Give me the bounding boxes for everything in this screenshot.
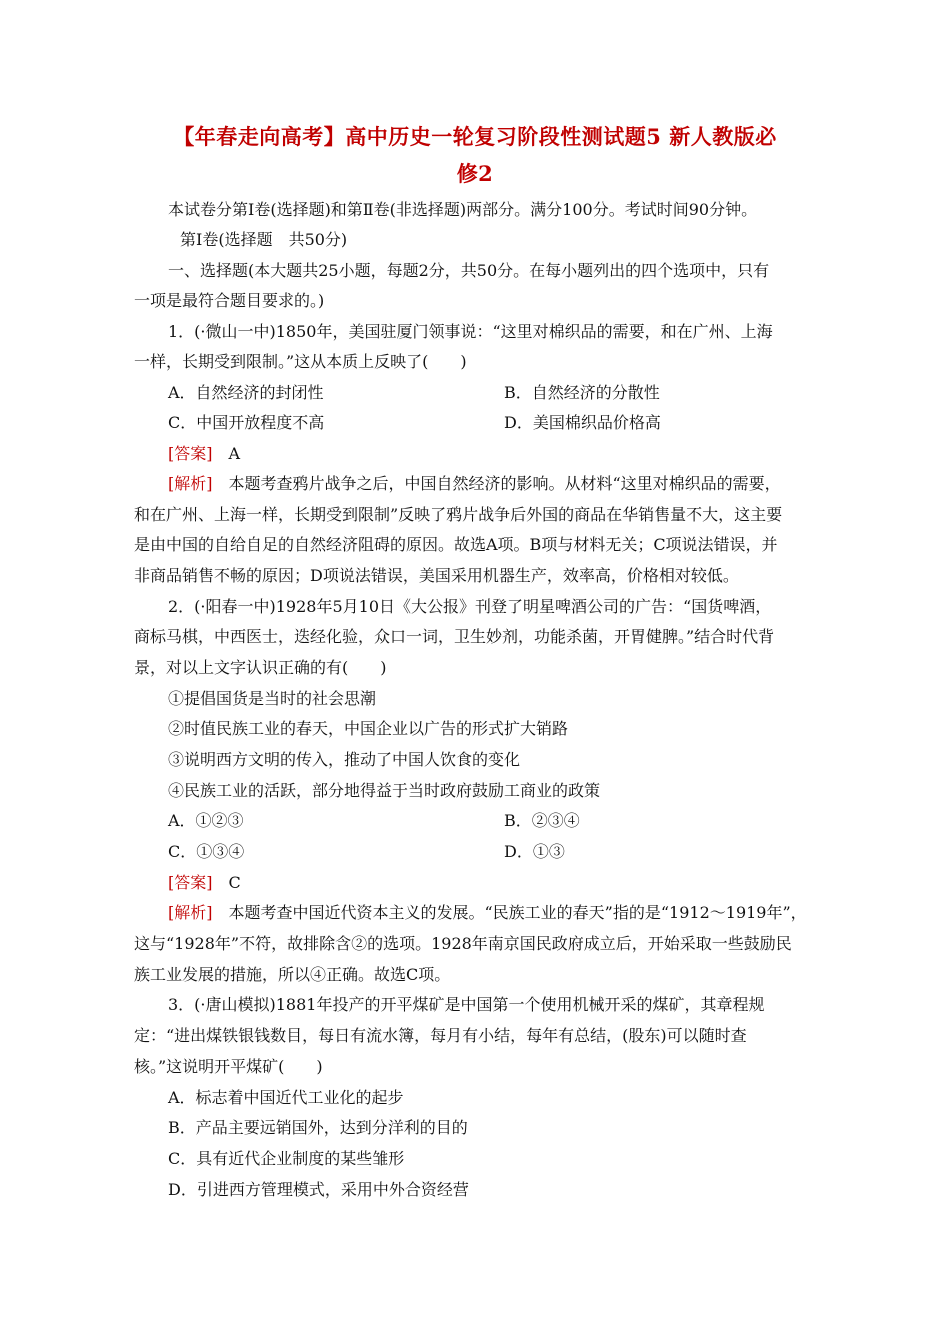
q1-option-d: D．美国棉织品价格高 (504, 413, 661, 432)
q3-option-d: D．引进西方管理模式，采用中外合资经营 (168, 1180, 469, 1199)
instructions-line2: 一项是最符合题目要求的。) (134, 291, 325, 310)
analysis-text: 本题考查中国近代资本主义的发展。“民族工业的春天”指的是“1912～1919年”， (212, 903, 807, 922)
document-title-line2: 修2 (456, 161, 494, 186)
analysis-tag: [解析] (168, 903, 213, 922)
q2-analysis-line1 (168, 903, 807, 923)
q3-option-a: A．标志着中国近代工业化的起步 (168, 1088, 404, 1107)
answer-value: A (212, 444, 241, 463)
q2-statement-1: ①提倡国货是当时的社会思潮 (168, 689, 377, 708)
q1-analysis-line4: 非商品销售不畅的原因；D项说法错误，美国采用机器生产，效率高，价格相对较低。 (134, 566, 739, 585)
q1-analysis-line2: 和在广州、上海一样，长期受到限制”反映了鸦片战争后外国的商品在华销售量不大，这主要 (134, 505, 783, 524)
q2-stem-line3: 景，对以上文字认识正确的有( ) (134, 658, 387, 677)
q1-option-c: C．中国开放程度不高 (168, 413, 325, 432)
q2-answer (168, 873, 241, 893)
q2-statement-4: ④民族工业的活跃，部分地得益于当时政府鼓励工商业的政策 (168, 781, 601, 800)
q1-option-b: B．自然经济的分散性 (504, 383, 660, 402)
q1-analysis-line1 (168, 474, 781, 494)
q2-option-c: C．①③④ (168, 842, 245, 861)
q1-analysis-line3: 是由中国的自给自足的自然经济阻碍的原因。故选A项。B项与材料无关；C项说法错误，并 (134, 535, 778, 554)
intro-text: 本试卷分第Ⅰ卷(选择题)和第Ⅱ卷(非选择题)两部分。满分100分。考试时间90分钟。 (168, 200, 758, 219)
section-heading: 第Ⅰ卷(选择题 共50分) (180, 230, 348, 249)
analysis-text: 本题考查鸦片战争之后，中国自然经济的影响。从材料“这里对棉织品的需要， (212, 474, 781, 493)
q2-option-a: A．①②③ (168, 811, 244, 830)
q3-stem-line2: 定：“进出煤铁银钱数目，每日有流水簿，每月有小结，每年有总结，(股东)可以随时查 (134, 1026, 747, 1045)
answer-tag: [答案] (168, 444, 213, 463)
answer-tag: [答案] (168, 873, 213, 892)
q1-stem-line2: 一样，长期受到限制。”这从本质上反映了( ) (134, 352, 467, 371)
q2-analysis-line2: 这与“1928年”不符，故排除含②的选项。1928年南京国民政府成立后，开始采取一些鼓励民 (134, 934, 792, 953)
q1-option-a: A．自然经济的封闭性 (168, 383, 324, 402)
q3-stem-line3: 核。”这说明开平煤矿( ) (134, 1057, 323, 1076)
analysis-tag: [解析] (168, 474, 213, 493)
q1-stem-line1: 1．(·微山一中)1850年，美国驻厦门领事说：“这里对棉织品的需要，和在广州、上海 (168, 322, 773, 341)
q3-option-c: C．具有近代企业制度的某些雏形 (168, 1149, 405, 1168)
document-title-line1: 【年春走向高考】高中历史一轮复习阶段性测试题5 新人教版必 (173, 124, 777, 149)
q2-statement-2: ②时值民族工业的春天，中国企业以广告的形式扩大销路 (168, 719, 569, 738)
q3-stem-line1: 3．(·唐山模拟)1881年投产的开平煤矿是中国第一个使用机械开采的煤矿，其章程规 (168, 995, 765, 1014)
answer-value: C (212, 873, 241, 892)
q2-stem-line1: 2．(·阳春一中)1928年5月10日《大公报》刊登了明星啤酒公司的广告：“国货啤酒， (168, 597, 772, 616)
q2-statement-3: ③说明西方文明的传入，推动了中国人饮食的变化 (168, 750, 521, 769)
instructions-line1: 一、选择题(本大题共25小题，每题2分，共50分。在每小题列出的四个选项中，只有 (168, 261, 770, 280)
q3-option-b: B．产品主要远销国外，达到分洋利的目的 (168, 1118, 468, 1137)
q2-option-b: B．②③④ (504, 811, 580, 830)
q1-answer (168, 444, 240, 464)
q2-stem-line2: 商标马棋，中西医士，迭经化验，众口一词，卫生妙剂，功能杀菌，开胃健脾。”结合时代背 (134, 627, 775, 646)
q2-option-d: D．①③ (504, 842, 565, 861)
q2-analysis-line3: 族工业发展的措施，所以④正确。故选C项。 (134, 965, 451, 984)
